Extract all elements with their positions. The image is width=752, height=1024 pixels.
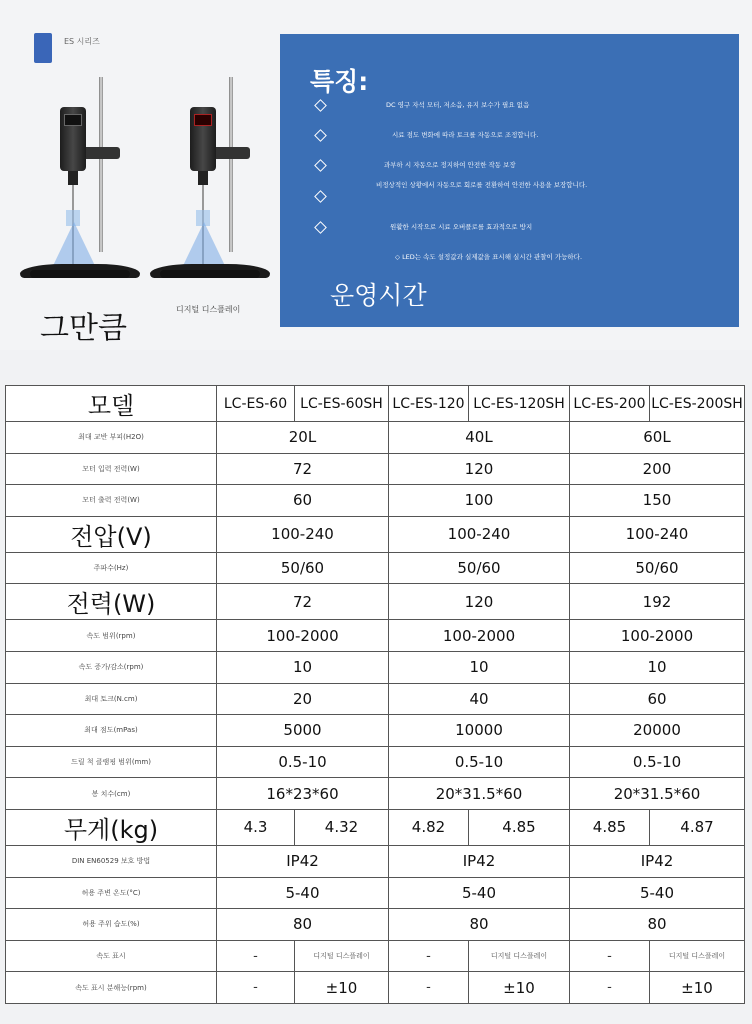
table-row	[6, 845, 745, 877]
cell-value: ±10	[650, 972, 745, 1004]
row-label: 속도 증가/감소(rpm)	[6, 651, 217, 683]
cell-value: 50/60	[389, 552, 570, 584]
cell-value: 80	[389, 909, 570, 941]
cell-value: IP42	[570, 845, 745, 877]
model-name: LC-ES-120	[389, 386, 469, 422]
cell-value: 200	[570, 453, 745, 485]
features-footer: 운영시간	[330, 281, 427, 310]
table-row	[6, 422, 745, 454]
row-label: 주파수(Hz)	[6, 552, 217, 584]
cell-value: 40L	[389, 422, 570, 454]
cell-value: 4.87	[650, 809, 745, 845]
cell-value: 100-2000	[570, 620, 745, 652]
cell-value: 0.5-10	[217, 746, 389, 778]
table-row-accuracy	[6, 972, 745, 1004]
cell-value: 40	[389, 683, 570, 715]
cell-value: 20000	[570, 715, 745, 747]
row-label: 최대 점도(mPas)	[6, 715, 217, 747]
spec-table	[5, 385, 745, 1004]
row-label: 무게(kg)	[6, 809, 217, 845]
table-row	[6, 683, 745, 715]
cell-value: 60	[217, 485, 389, 517]
row-label: 모터 입력 전력(W)	[6, 453, 217, 485]
cell-value: 4.3	[217, 809, 295, 845]
feature-item: 과부하 시 자동으로 정지하여 안전한 작동 보장	[384, 161, 516, 169]
cell-value: 100-240	[389, 516, 570, 552]
stirrer-image-digital	[150, 72, 270, 292]
table-row	[6, 778, 745, 810]
cell-value: -	[389, 940, 469, 972]
cell-value: ±10	[295, 972, 389, 1004]
caption-digital: 디지털 디스플레이	[176, 305, 241, 314]
cell-value: 80	[570, 909, 745, 941]
cell-value: 4.82	[389, 809, 469, 845]
feature-item: 시료 점도 변화에 따라 토크를 자동으로 조정합니다.	[392, 131, 539, 139]
diamond-bullet-icon	[314, 221, 327, 234]
row-label: 속도 범위(rpm)	[6, 620, 217, 652]
cell-value: 4.85	[469, 809, 570, 845]
caption-analog: 그만큼	[40, 311, 127, 346]
row-label: 봉 치수(cm)	[6, 778, 217, 810]
cell-value: 100-240	[570, 516, 745, 552]
cell-value: 디지털 디스플레이	[295, 940, 389, 972]
row-label: 속도 표시 분해능(rpm)	[6, 972, 217, 1004]
table-row-models	[6, 386, 745, 422]
diamond-bullet-icon	[314, 190, 327, 203]
cell-value: 디지털 디스플레이	[650, 940, 745, 972]
row-label: 모터 출력 전력(W)	[6, 485, 217, 517]
cell-value: 5-40	[570, 877, 745, 909]
cell-value: 50/60	[217, 552, 389, 584]
table-row	[6, 485, 745, 517]
cell-value: 10000	[389, 715, 570, 747]
table-row	[6, 909, 745, 941]
row-label: DIN EN60529 보호 방법	[6, 845, 217, 877]
cell-value: 120	[389, 584, 570, 620]
diamond-bullet-icon	[314, 129, 327, 142]
cell-value: 5-40	[389, 877, 570, 909]
cell-value: 20L	[217, 422, 389, 454]
cell-value: 60	[570, 683, 745, 715]
cell-value: 10	[217, 651, 389, 683]
table-row-weight	[6, 809, 745, 845]
cell-value: 150	[570, 485, 745, 517]
cell-value: 10	[570, 651, 745, 683]
diamond-bullet-icon	[314, 159, 327, 172]
table-row	[6, 651, 745, 683]
row-label: 최대 교반 부피(H2O)	[6, 422, 217, 454]
row-label: 전력(W)	[6, 584, 217, 620]
cell-value: ±10	[469, 972, 570, 1004]
cell-value: -	[570, 972, 650, 1004]
cell-value: 100	[389, 485, 570, 517]
cell-value: 20*31.5*60	[570, 778, 745, 810]
series-color-chip	[34, 33, 52, 63]
cell-value: -	[217, 940, 295, 972]
cell-value: 디지털 디스플레이	[469, 940, 570, 972]
cell-value: -	[217, 972, 295, 1004]
cell-value: IP42	[217, 845, 389, 877]
model-name: LC-ES-200	[570, 386, 650, 422]
cell-value: 72	[217, 453, 389, 485]
model-name: LC-ES-200SH	[650, 386, 745, 422]
cell-value: 0.5-10	[570, 746, 745, 778]
row-label: 속도 표시	[6, 940, 217, 972]
table-row	[6, 715, 745, 747]
model-name: LC-ES-60	[217, 386, 295, 422]
cell-value: 5-40	[217, 877, 389, 909]
table-row	[6, 584, 745, 620]
table-row	[6, 877, 745, 909]
table-row	[6, 746, 745, 778]
feature-item: DC 영구 자석 모터, 저소음, 유지 보수가 필요 없음	[386, 101, 530, 109]
cell-value: 100-2000	[389, 620, 570, 652]
cell-value: 4.32	[295, 809, 389, 845]
cell-value: 120	[389, 453, 570, 485]
row-label: 전압(V)	[6, 516, 217, 552]
cell-value: 16*23*60	[217, 778, 389, 810]
cell-value: 50/60	[570, 552, 745, 584]
features-panel	[280, 34, 739, 327]
row-label: 허용 주변 온도(°C)	[6, 877, 217, 909]
table-row	[6, 453, 745, 485]
row-label: 최대 토크(N.cm)	[6, 683, 217, 715]
row-label: 드릴 척 클램핑 범위(mm)	[6, 746, 217, 778]
cell-value: 80	[217, 909, 389, 941]
feature-item: ◇ LED는 속도 설정값과 실제값을 표시해 실시간 관찰이 가능하다.	[395, 253, 583, 261]
cell-value: 100-240	[217, 516, 389, 552]
table-row	[6, 516, 745, 552]
cell-value: IP42	[389, 845, 570, 877]
feature-item: 비정상적인 상황에서 자동으로 회로를 전환하여 안전한 사용을 보장합니다.	[376, 181, 588, 189]
row-label: 허용 주위 습도(%)	[6, 909, 217, 941]
table-row	[6, 620, 745, 652]
cell-value: 20*31.5*60	[389, 778, 570, 810]
diamond-bullet-icon	[314, 99, 327, 112]
cell-value: 72	[217, 584, 389, 620]
product-showcase	[0, 0, 752, 350]
feature-item: 원활한 시작으로 시료 오버플로를 효과적으로 방지	[390, 223, 533, 231]
cell-value: 192	[570, 584, 745, 620]
model-name: LC-ES-60SH	[295, 386, 389, 422]
series-label: ES 시리즈	[64, 37, 100, 46]
cell-value: 10	[389, 651, 570, 683]
cell-value: -	[570, 940, 650, 972]
features-title: 특징:	[310, 67, 369, 96]
cell-value: -	[389, 972, 469, 1004]
stirrer-image-analog	[20, 72, 140, 292]
row-label: 모델	[6, 386, 217, 422]
cell-value: 20	[217, 683, 389, 715]
cell-value: 0.5-10	[389, 746, 570, 778]
table-row-display	[6, 940, 745, 972]
table-row	[6, 552, 745, 584]
cell-value: 100-2000	[217, 620, 389, 652]
cell-value: 60L	[570, 422, 745, 454]
cell-value: 5000	[217, 715, 389, 747]
cell-value: 4.85	[570, 809, 650, 845]
model-name: LC-ES-120SH	[469, 386, 570, 422]
